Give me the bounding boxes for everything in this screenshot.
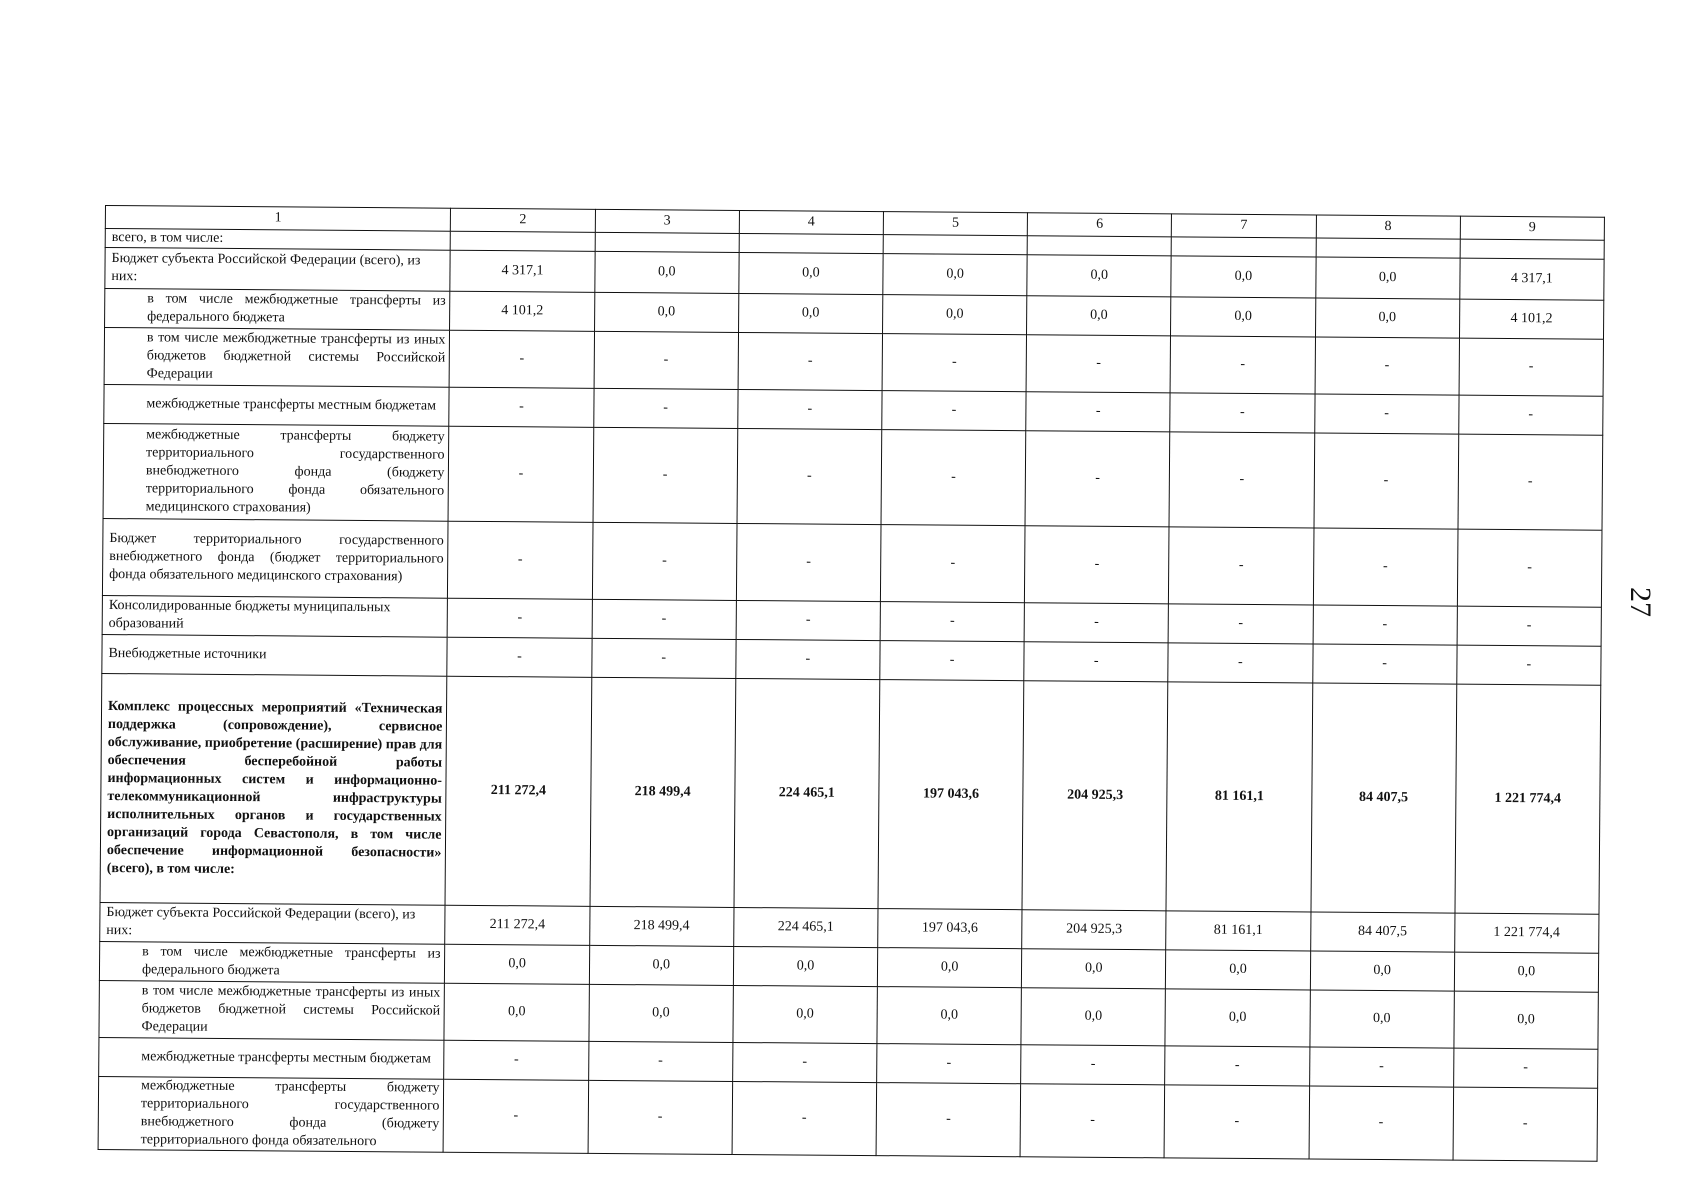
value-cell: 84 407,5 [1310, 912, 1454, 952]
value-cell: - [738, 332, 883, 390]
header-cell: 6 [1027, 213, 1171, 237]
value-cell [883, 235, 1027, 255]
value-cell: 218 499,4 [590, 677, 736, 907]
value-cell: 0,0 [1027, 296, 1171, 336]
value-cell: - [1170, 393, 1314, 433]
value-cell: - [876, 1083, 1021, 1157]
value-cell: 0,0 [1454, 952, 1599, 992]
header-cell: 4 [739, 210, 883, 234]
value-cell: 4 101,2 [1459, 299, 1604, 339]
value-cell: - [1169, 527, 1314, 605]
value-cell [1172, 237, 1316, 257]
value-cell: 0,0 [1165, 989, 1310, 1047]
value-cell: - [593, 388, 737, 428]
value-cell: 0,0 [445, 944, 589, 984]
value-cell: - [448, 598, 592, 638]
value-cell: 0,0 [1022, 949, 1166, 989]
row-label: Бюджет территориального государственного внебюджетного фонда (бюджет территориального фонда обязательного медицинского страхования) [102, 518, 448, 598]
value-cell: 0,0 [1454, 991, 1599, 1049]
header-cell: 7 [1172, 214, 1316, 238]
value-cell: - [882, 334, 1027, 392]
value-cell: 1 221 774,4 [1455, 684, 1601, 914]
value-cell [595, 232, 739, 252]
value-cell: - [1168, 604, 1312, 644]
value-cell: - [1021, 1045, 1165, 1085]
value-cell: - [448, 426, 593, 522]
value-cell: - [1459, 338, 1604, 396]
value-cell: - [1314, 394, 1458, 434]
value-cell: - [1165, 1046, 1309, 1086]
value-cell: 0,0 [594, 251, 739, 293]
value-cell: - [444, 1079, 589, 1153]
value-cell: 0,0 [1315, 298, 1459, 338]
value-cell: 211 272,4 [445, 676, 591, 906]
value-cell: - [1025, 526, 1170, 604]
header-cell: 9 [1460, 216, 1604, 240]
value-cell: - [449, 387, 593, 427]
value-cell: 224 465,1 [734, 907, 878, 947]
header-cell: 8 [1316, 215, 1460, 239]
value-cell: - [594, 331, 739, 389]
value-cell: 0,0 [883, 295, 1027, 335]
table-row [98, 1076, 1598, 1161]
value-cell: 0,0 [1027, 255, 1172, 297]
value-cell: - [1309, 1086, 1454, 1160]
value-cell: - [1309, 1047, 1453, 1087]
value-cell: - [1020, 1084, 1165, 1158]
value-cell: 0,0 [1166, 950, 1310, 990]
row-label: межбюджетные трансферты бюджету территориального государственного внебюджетного фонда (бюджету территориального фонда обязательного медицинского страхования) [103, 423, 449, 521]
row-label: в том числе межбюджетные трансферты из федерального бюджета [99, 941, 445, 983]
row-label: Комплекс процессных мероприятий «Техническая поддержка (сопровождение), сервисное обслуживание, приобретение (расширение) прав для обеспечения бесперебойной работы информационных систем и информационно-телекоммуникационной инфраструктуры исполнительных органов и государственных организаций города Севастополя, в том числе обеспечение информационной безопасности» (всего), в том числе: [100, 673, 447, 905]
header-cell: 2 [451, 208, 595, 232]
value-cell: 0,0 [1315, 257, 1460, 299]
value-cell: 81 161,1 [1166, 682, 1312, 912]
table-row [100, 673, 1601, 914]
value-cell [451, 231, 595, 251]
value-cell: 204 925,3 [1022, 681, 1168, 911]
value-cell: - [877, 1044, 1021, 1084]
row-label: межбюджетные трансферты местным бюджетам [104, 384, 450, 426]
value-cell: - [1313, 528, 1458, 606]
row-label: межбюджетные трансферты местным бюджетам [99, 1037, 445, 1079]
value-cell: - [592, 522, 737, 600]
value-cell: - [591, 638, 735, 678]
value-cell: 81 161,1 [1166, 911, 1310, 951]
value-cell: - [1457, 529, 1602, 607]
value-cell: - [737, 428, 882, 524]
value-cell: - [736, 600, 880, 640]
value-cell: - [1312, 644, 1456, 684]
header-cell: 5 [883, 212, 1027, 236]
value-cell: 0,0 [1171, 256, 1316, 298]
value-cell: - [738, 389, 882, 429]
page-number: 27 [1624, 587, 1657, 617]
value-cell: - [880, 602, 1024, 642]
value-cell: 0,0 [733, 946, 877, 986]
value-cell: 218 499,4 [589, 906, 733, 946]
value-cell: 0,0 [733, 985, 878, 1043]
value-cell: - [736, 523, 881, 601]
value-cell: 1 221 774,4 [1454, 913, 1599, 953]
value-cell: - [882, 391, 1026, 431]
value-cell: - [1168, 643, 1312, 683]
value-cell: - [1453, 1048, 1598, 1088]
value-cell: - [1459, 395, 1604, 435]
value-cell: 0,0 [1171, 297, 1315, 337]
value-cell: - [593, 427, 738, 523]
value-cell: 0,0 [877, 987, 1022, 1045]
table-row [103, 423, 1603, 530]
value-cell: - [880, 641, 1024, 681]
value-cell: 197 043,6 [878, 909, 1022, 949]
value-cell: 0,0 [1310, 951, 1454, 991]
value-cell [1460, 239, 1604, 259]
value-cell: 4 317,1 [450, 250, 595, 292]
value-cell: - [1453, 1087, 1598, 1161]
row-label: в том числе межбюджетные трансферты из иных бюджетов бюджетной системы Российской Федерации [104, 328, 450, 388]
value-cell: - [1026, 392, 1170, 432]
value-cell: 0,0 [589, 945, 733, 985]
value-cell: - [447, 637, 591, 677]
value-cell: - [1457, 645, 1602, 685]
value-cell: 0,0 [1021, 988, 1166, 1046]
value-cell: - [588, 1041, 732, 1081]
value-cell: 204 925,3 [1022, 910, 1166, 950]
value-cell: - [881, 430, 1026, 526]
value-cell: - [592, 599, 736, 639]
value-cell: - [444, 1040, 588, 1080]
value-cell [1316, 238, 1460, 258]
value-cell: - [732, 1042, 876, 1082]
value-cell: 0,0 [739, 252, 884, 294]
value-cell: - [450, 330, 595, 388]
value-cell: - [736, 639, 880, 679]
row-label: в том числе межбюджетные трансферты из федерального бюджета [105, 289, 451, 331]
value-cell: 211 272,4 [445, 905, 589, 945]
value-cell: - [448, 521, 593, 599]
row-label: Бюджет субъекта Российской Федерации (всего), из них: [100, 902, 446, 944]
value-cell: - [1169, 432, 1314, 528]
value-cell: 0,0 [877, 948, 1021, 988]
row-label: Внебюджетные источники [102, 634, 448, 676]
value-cell: 0,0 [589, 984, 734, 1042]
value-cell: 84 407,5 [1311, 683, 1457, 913]
header-cell: 3 [595, 209, 739, 233]
row-label: межбюджетные трансферты бюджету территориального государственного внебюджетного фонда (бюджету территориального фонда обязательного [98, 1076, 444, 1152]
value-cell [739, 233, 883, 253]
row-label: в том числе межбюджетные трансферты из иных бюджетов бюджетной системы Российской Федерации [99, 980, 445, 1040]
value-cell: 224 465,1 [734, 678, 880, 908]
value-cell: - [1024, 603, 1168, 643]
value-cell: - [1458, 434, 1603, 530]
header-cell: 1 [105, 206, 451, 232]
value-cell: 0,0 [594, 292, 738, 332]
value-cell: - [1315, 337, 1460, 395]
value-cell: - [588, 1080, 733, 1154]
value-cell: 0,0 [444, 983, 589, 1041]
value-cell: - [1025, 431, 1170, 527]
value-cell: - [732, 1081, 877, 1155]
value-cell: - [1024, 642, 1168, 682]
value-cell: 0,0 [1310, 990, 1455, 1048]
value-cell: 0,0 [883, 254, 1028, 296]
value-cell: - [1164, 1085, 1309, 1159]
value-cell: - [1314, 433, 1459, 529]
value-cell: 4 317,1 [1460, 258, 1605, 300]
value-cell: - [1026, 335, 1171, 393]
value-cell: 197 043,6 [878, 680, 1024, 910]
value-cell: - [1457, 606, 1602, 646]
value-cell: - [1170, 336, 1315, 394]
budget-table-body [98, 206, 1604, 1162]
row-label: Бюджет субъекта Российской Федерации (всего), из них: [105, 248, 451, 292]
budget-table [98, 205, 1605, 1162]
value-cell: 0,0 [738, 293, 882, 333]
row-label: Консолидированные бюджеты муниципальных образований [102, 595, 448, 637]
value-cell: 4 101,2 [450, 291, 594, 331]
value-cell: - [1313, 605, 1457, 645]
value-cell: - [880, 525, 1025, 603]
table-row [102, 518, 1602, 607]
row-label: всего, в том числе: [105, 229, 451, 251]
value-cell [1027, 236, 1171, 256]
